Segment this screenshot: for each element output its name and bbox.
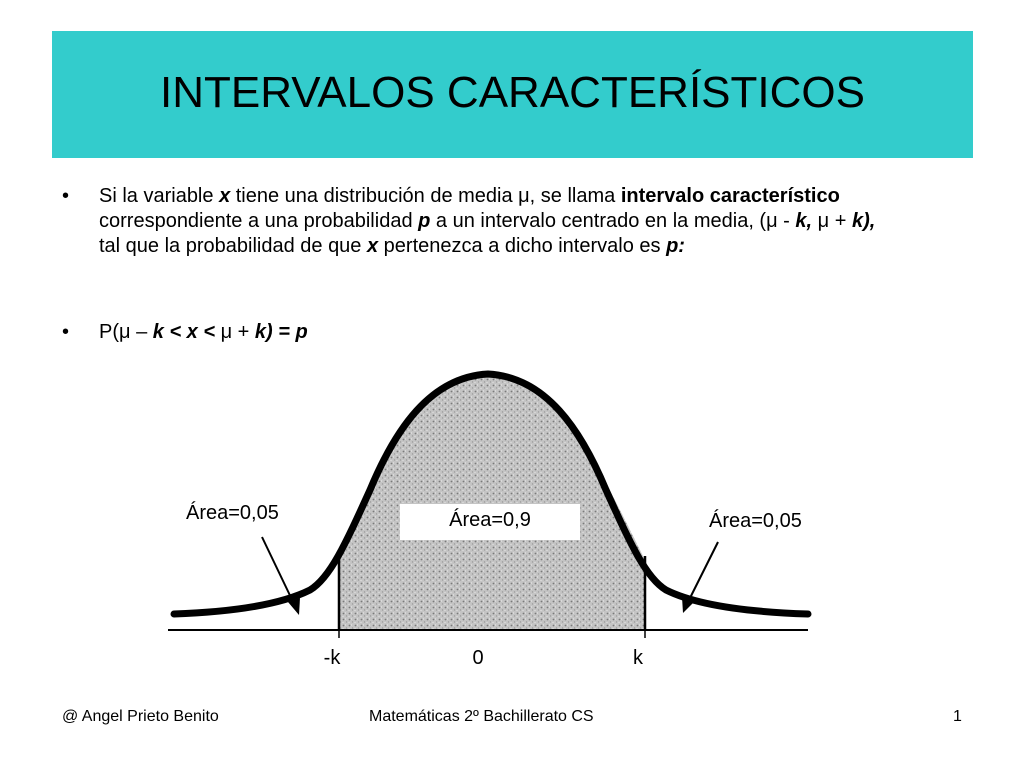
right-arrow-shaft xyxy=(686,542,718,606)
footer-page-number: 1 xyxy=(953,708,962,725)
bullet-marker: • xyxy=(62,321,70,343)
text-run: tiene una distribución de media μ, se llama xyxy=(230,185,621,207)
text-run: a un intervalo centrado en la media, (μ - xyxy=(430,210,796,232)
center-area-label: Área=0,9 xyxy=(449,509,531,531)
text-run: μ + xyxy=(812,210,852,232)
footer-course: Matemáticas 2º Bachillerato CS xyxy=(369,708,594,725)
text-run: x xyxy=(367,235,379,257)
text-run: correspondiente a una probabilidad xyxy=(99,210,419,232)
central-area-shading xyxy=(339,374,645,630)
left-arrow-shaft xyxy=(262,537,296,608)
neg-k-label: -k xyxy=(323,647,341,669)
pos-k-label: k xyxy=(633,647,643,669)
text-run: pertenezca a dicho intervalo es xyxy=(378,235,667,257)
text-run: k) = p xyxy=(254,321,308,343)
zero-label: 0 xyxy=(472,647,484,669)
text-run: p xyxy=(418,210,431,232)
text-run: tal que la probabilidad de que xyxy=(99,235,367,257)
text-run: k), xyxy=(851,210,876,232)
text-run: k, xyxy=(795,210,813,232)
footer-author: @ Angel Prieto Benito xyxy=(62,708,219,725)
text-run: k < x < xyxy=(152,321,216,343)
left-area-label: Área=0,05 xyxy=(186,502,279,524)
bullet-marker: • xyxy=(62,185,70,207)
text-run: intervalo característico xyxy=(620,185,840,207)
text-run: x xyxy=(219,185,231,207)
right-area-label: Área=0,05 xyxy=(709,510,802,532)
text-run: p: xyxy=(666,235,685,257)
text-run: μ + xyxy=(215,321,255,343)
text-run: P(μ – xyxy=(99,321,153,343)
text-run: Si la variable xyxy=(99,185,220,207)
slide-title: INTERVALOS CARACTERÍSTICOS xyxy=(160,68,865,117)
